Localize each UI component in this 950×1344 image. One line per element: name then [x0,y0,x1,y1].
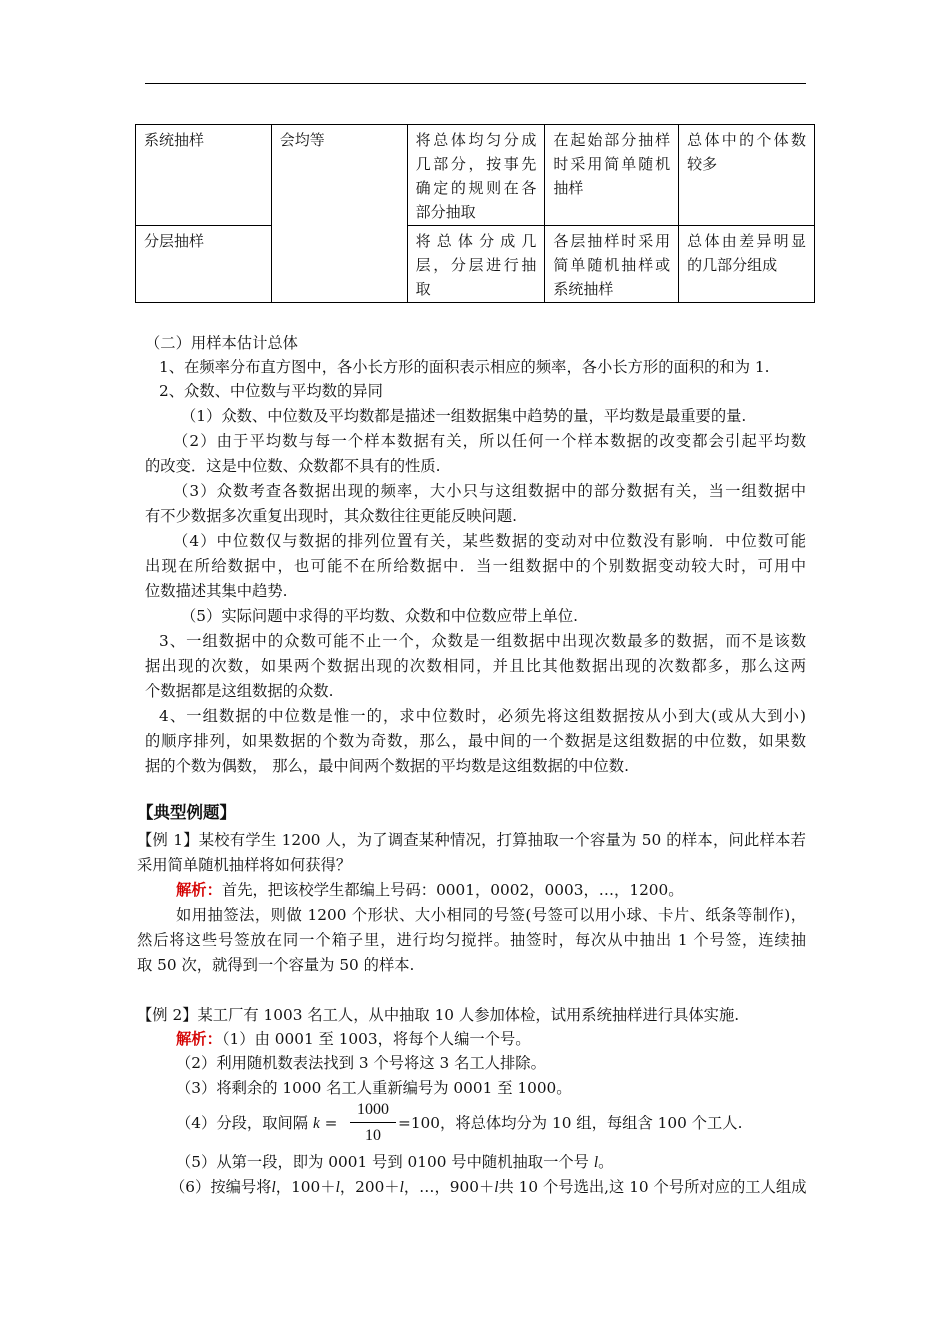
paragraph: 的顺序排列，如果数据的个数为奇数，那么，最中间的一个数据是这组数据的中位数，如果数 [145,732,806,750]
paragraph: （3）众数考查各数据出现的频率，大小只与这组数据中的部分数据有关，当一组数据中 [173,482,806,500]
feature-cell: 将总体均匀分成 几部分，按事先 确定的规则在各 部分抽取 [407,125,545,226]
example-1-analysis: 解析：首先，把该校学生都编上号码：0001，0002，0003，…，1200。 [176,881,684,899]
paragraph: 的改变．这是中位数、众数都不具有的性质. [145,457,441,475]
feature-cell: 将 总 体 分 成 几 层，分层进行抽 取 [407,226,545,303]
fraction [350,1100,396,1146]
paragraph: 2、众数、中位数与平均数的异同 [159,382,383,400]
paragraph: 出现在所给数据中，也可能不在所给数据中．当一组数据中的个别数据变动较大时，可用中 [145,557,806,575]
paragraph: 个数据都是这组数据的众数. [145,682,334,700]
header-rule [145,83,806,84]
paragraph: （4）分段，取间隔 k = [176,1114,338,1132]
common-cell: 会均等 [271,125,407,303]
table-row [136,125,815,226]
paragraph: 位数描述其集中趋势. [145,582,288,600]
paragraph: 然后将这些号签放在同一个箱子里，进行均匀搅拌。抽签时，每次从中抽出 1 个号签，连续抽 [137,931,806,949]
paragraph: 据出现的次数，如果两个数据出现的次数相同，并且比其他数据出现的次数都多，那么这两 [145,657,806,675]
fraction-bar [350,1122,396,1123]
paragraph: （4）中位数仅与数据的排列位置有关，某些数据的变动对中位数没有影响．中位数可能 [173,532,806,550]
paragraph: 3、一组数据中的众数可能不止一个，众数是一组数据中出现次数最多的数据，而不是该数 [159,632,806,650]
paragraph: 4、一组数据的中位数是惟一的，求中位数时，必须先将这组数据按从小到大(或从大到小) [159,707,806,725]
fraction-denominator: 10 [365,1127,381,1144]
paragraph: 取 50 次，就得到一个容量为 50 的样本. [137,956,415,974]
paragraph: （1）众数、中位数及平均数都是描述一组数据集中趋势的量，平均数是最重要的量. [181,407,747,425]
relation-cell: 各层抽样时采用 简单随机抽样或 系统抽样 [545,226,679,303]
examples-heading: 【典型例题】 [137,803,236,822]
method-cell: 系统抽样 [136,125,272,226]
paragraph: 据的个数为偶数， 那么，最中间两个数据的平均数是这组数据的中位数. [145,757,629,775]
paragraph: 有不少数据多次重复出现时，其众数往往更能反映问题. [145,507,517,525]
analysis-label: 解析： [176,1030,222,1048]
paragraph: 1、在频率分布直方图中，各小长方形的面积表示相应的频率，各小长方形的面积的和为 1. [159,358,770,376]
method-cell: 分层抽样 [136,226,272,303]
paragraph: 采用简单随机抽样将如何获得？ [137,856,352,874]
scope-cell: 总体由差异明显 的几部分组成 [679,226,815,303]
table-row [136,226,815,303]
section-heading: （二）用样本估计总体 [145,334,298,352]
paragraph: （5）实际问题中求得的平均数、众数和中位数应带上单位. [181,607,579,625]
paragraph: （5）从第一段，即为 0001 号到 0100 号中随机抽取一个号 l。 [176,1153,614,1171]
analysis-label: 解析： [176,881,222,899]
paragraph: =100，将总体均分为 10 组，每组含 100 个工人. [398,1114,743,1132]
scope-cell: 总体中的个体数 较多 [679,125,815,226]
relation-cell: 在起始部分抽样 时采用简单随机 抽样 [545,125,679,226]
paragraph: （3）将剩余的 1000 名工人重新编号为 0001 至 1000。 [176,1079,572,1097]
example-2-analysis: 解析：（1）由 0001 至 1003，将每个人编一个号。 [176,1030,531,1048]
paragraph: （2）由于平均数与每一个样本数据有关，所以任何一个样本数据的改变都会引起平均数 [173,432,806,450]
paragraph: （6）按编号将l，100＋l，200＋l，…，900＋l共 10 个号选出,这 10 个号所对应的工人组成 [170,1178,807,1196]
fraction-numerator: 1000 [357,1101,389,1118]
paragraph: （2）利用随机数表法找到 3 个号将这 3 名工人排除。 [176,1054,546,1072]
example-2-question: 【例 2】某工厂有 1003 名工人，从中抽取 10 人参加体检，试用系统抽样进行具体实施. [137,1006,740,1024]
paragraph: 如用抽签法，则做 1200 个形状、大小相同的号签(号签可以用小球、卡片、纸条等制作)， [176,906,806,924]
sampling-methods-table [135,124,815,303]
example-1-question: 【例 1】某校有学生 1200 人，为了调查某种情况，打算抽取一个容量为 50 的样本，问此样本若 [137,831,806,849]
